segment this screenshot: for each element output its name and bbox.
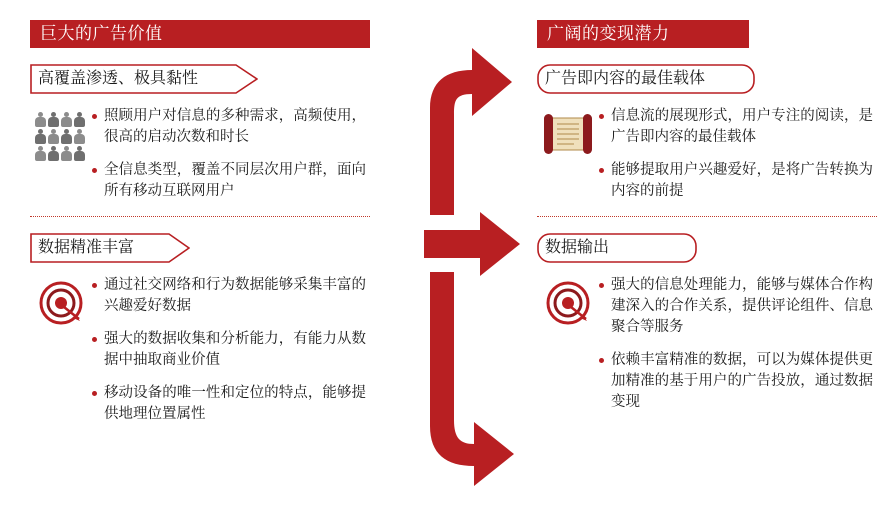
left-panel bbox=[30, 20, 370, 425]
bullet-item: 信息流的展现形式，用户专注的阅读，是广告即内容的最佳载体 bbox=[599, 106, 873, 148]
left-section-1-heading-label: 高覆盖渗透、极具黏性 bbox=[38, 70, 199, 87]
left-panel-title: 巨大的广告价值 bbox=[30, 20, 370, 48]
bullet-item: 照顾用户对信息的多种需求，高频使用，很高的启动次数和时长 bbox=[92, 106, 366, 148]
right-section-1-heading-label: 广告即内容的最佳载体 bbox=[545, 70, 706, 87]
three-red-arrows bbox=[420, 40, 540, 490]
target-icon bbox=[537, 275, 599, 325]
left-section-2-heading bbox=[30, 233, 190, 263]
left-section-1-bullets bbox=[92, 106, 370, 202]
left-section-1 bbox=[30, 64, 370, 202]
left-section-2 bbox=[30, 233, 370, 425]
right-section-1 bbox=[537, 64, 877, 202]
bullet-item: 强大的信息处理能力，能够与媒体合作构建深入的合作关系，提供评论组件、信息聚合等服务 bbox=[599, 275, 873, 338]
left-section-2-body bbox=[30, 275, 370, 425]
bullet-item: 通过社交网络和行为数据能够采集丰富的兴趣爱好数据 bbox=[92, 275, 366, 317]
right-section-2 bbox=[537, 233, 877, 413]
right-section-2-body bbox=[537, 275, 877, 413]
left-section-2-bullets bbox=[92, 275, 370, 425]
right-panel-title: 广阔的变现潜力 bbox=[537, 20, 749, 48]
people-group-icon bbox=[30, 106, 92, 161]
left-section-1-heading bbox=[30, 64, 258, 94]
left-divider bbox=[30, 216, 370, 217]
right-section-1-body bbox=[537, 106, 877, 202]
right-section-2-heading-label: 数据输出 bbox=[545, 239, 610, 256]
bullet-item: 强大的数据收集和分析能力，有能力从数据中抽取商业价值 bbox=[92, 329, 366, 371]
left-section-1-body bbox=[30, 106, 370, 202]
scroll-icon bbox=[537, 106, 599, 156]
left-section-2-heading-label: 数据精准丰富 bbox=[38, 239, 135, 256]
right-divider bbox=[537, 216, 877, 217]
right-section-1-bullets bbox=[599, 106, 877, 202]
right-panel bbox=[537, 20, 877, 413]
bullet-item: 能够提取用户兴趣爱好，是将广告转换为内容的前提 bbox=[599, 160, 873, 202]
bullet-item: 依赖丰富精准的数据，可以为媒体提供更加精准的基于用户的广告投放，通过数据变现 bbox=[599, 350, 873, 413]
right-section-2-heading bbox=[537, 233, 697, 263]
bullet-item: 移动设备的唯一性和定位的特点，能够提供地理位置属性 bbox=[92, 383, 366, 425]
right-section-2-bullets bbox=[599, 275, 877, 413]
right-section-1-heading bbox=[537, 64, 755, 94]
bullet-item: 全信息类型，覆盖不同层次用户群，面向所有移动互联网用户 bbox=[92, 160, 366, 202]
target-icon bbox=[30, 275, 92, 325]
